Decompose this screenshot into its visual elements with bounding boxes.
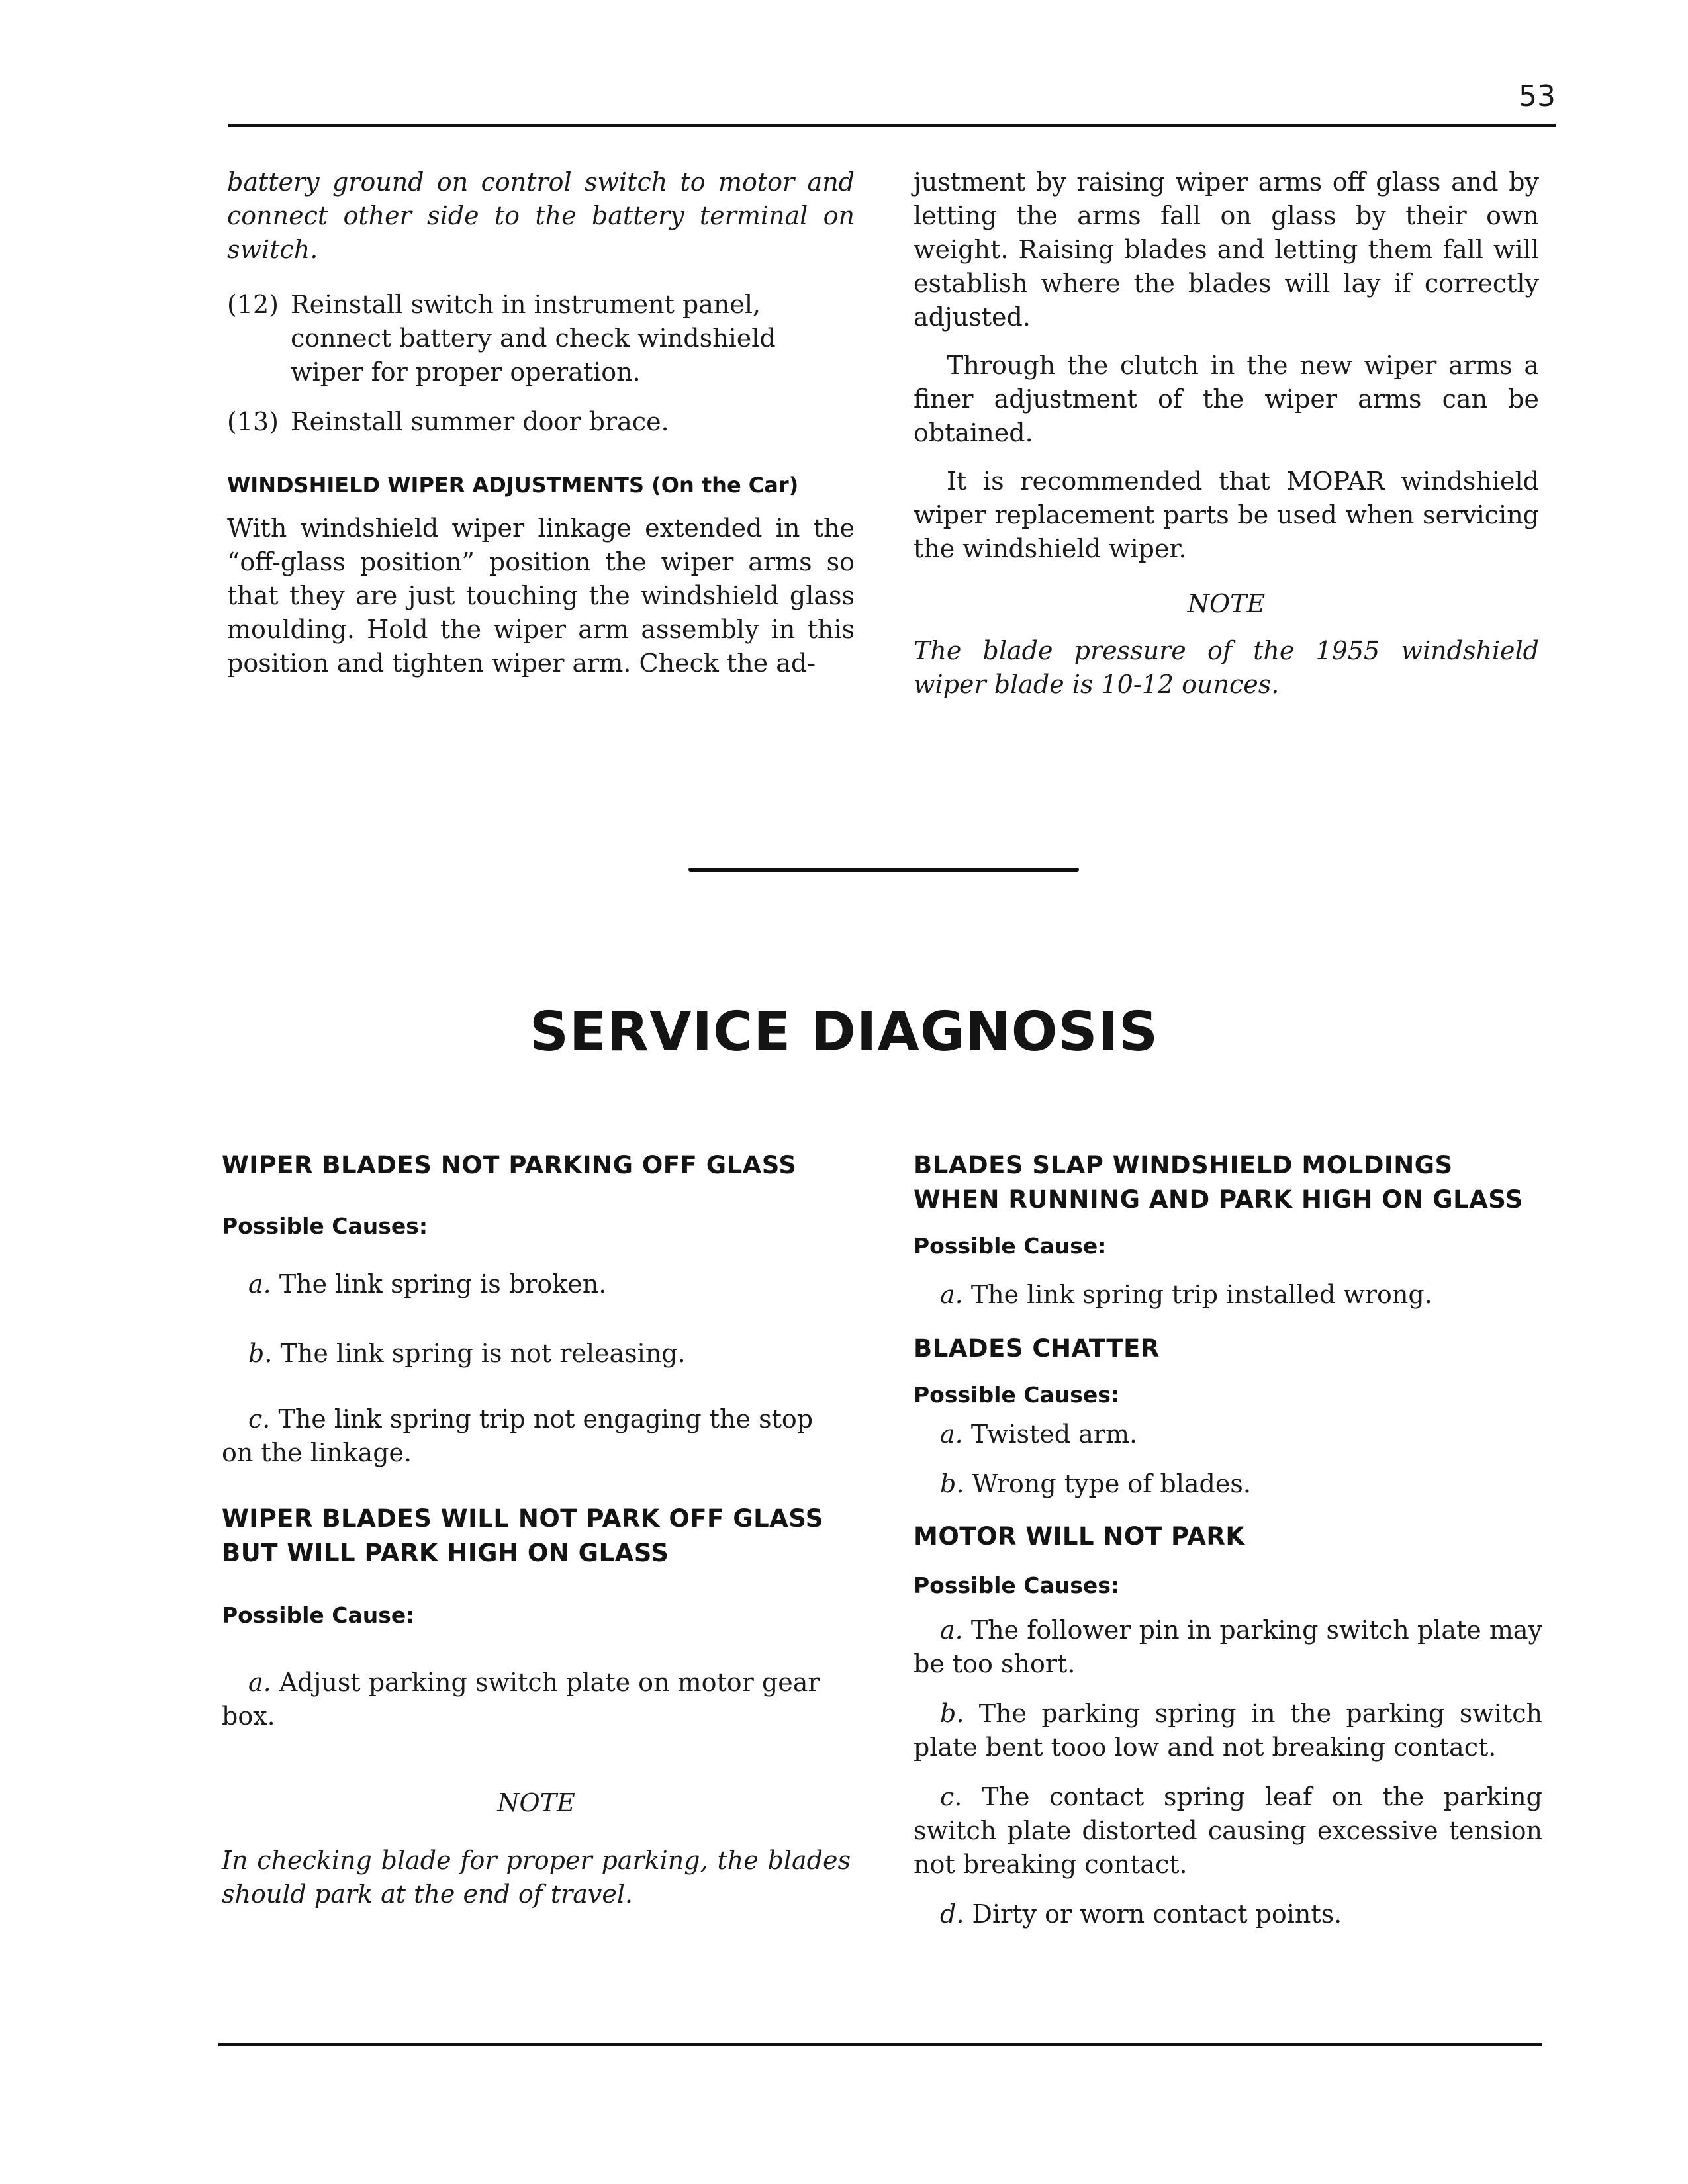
adjustments-heading: WINDSHIELD WIPER ADJUSTMENTS (On the Car) (227, 473, 799, 498)
top-right-column (914, 165, 1539, 702)
note-label: NOTE (497, 1788, 575, 1817)
cause-letter: d. (940, 1899, 964, 1929)
possible-causes-label: Possible Causes: (914, 1382, 1120, 1408)
cause-letter: b. (248, 1339, 273, 1368)
cause-item (914, 1278, 1542, 1312)
cause-item (914, 1467, 1542, 1501)
adjustment-paragraph-1: justment by raising wiper arms off glass and by letting the arms fall on glass by their own weight. Raising blades and letting them fall will establish where the blades will lay if correctly adjusted. (914, 167, 1539, 332)
cause-letter: c. (248, 1404, 271, 1433)
cause-letter: a. (940, 1280, 963, 1309)
note-text: The blade pressure of the 1955 windshield wiper blade is 10-12 ounces. (914, 636, 1539, 699)
cause-text: The link spring trip installed wrong. (970, 1280, 1432, 1309)
note-text: In checking blade for proper parking, the blades should park at the end of travel. (222, 1846, 851, 1909)
cause-letter: b. (940, 1699, 964, 1728)
page-number: 53 (1519, 79, 1556, 113)
top-rule (228, 124, 1556, 127)
diagnosis-right-column (914, 1148, 1542, 1931)
cause-text: The link spring is not releasing. (280, 1339, 686, 1368)
step-12 (227, 288, 855, 389)
section-separator (688, 868, 1079, 872)
cause-text: The link spring trip not engaging the stop on the linkage. (222, 1404, 814, 1467)
section-title: SERVICE DIAGNOSIS (529, 1001, 1159, 1064)
cause-text: The link spring is broken. (279, 1269, 607, 1298)
cause-item (222, 1402, 851, 1470)
diag-heading-motor: MOTOR WILL NOT PARK (914, 1522, 1245, 1551)
cause-letter: a. (940, 1615, 963, 1645)
step-12-text: Reinstall switch in instrument panel, connect battery and check windshield wiper for proper operation. (291, 290, 776, 387)
cause-letter: a. (940, 1420, 963, 1449)
diagnosis-left-column (222, 1148, 851, 1911)
diag-heading-not-parking: WIPER BLADES NOT PARKING OFF GLASS (222, 1151, 797, 1179)
step-13 (227, 405, 855, 439)
possible-causes-label: Possible Causes: (222, 1213, 428, 1239)
diag-heading-chatter: BLADES CHATTER (914, 1334, 1160, 1363)
continuation-text: battery ground on control switch to motor and connect other side to the battery terminal on switch. (227, 167, 855, 264)
bottom-rule (218, 2043, 1542, 2046)
top-left-column (227, 165, 855, 680)
note-label: NOTE (1187, 589, 1266, 618)
cause-letter: a. (248, 1269, 271, 1298)
cause-item (914, 1897, 1542, 1931)
cause-text: Twisted arm. (970, 1420, 1138, 1449)
cause-item (914, 1780, 1542, 1882)
adjustment-paragraph-2: Through the clutch in the new wiper arms a finer adjustment of the wiper arms can be obtained. (914, 351, 1539, 447)
cause-text: The contact spring leaf on the parking switch plate distorted causing excessive tension not breaking contact. (914, 1782, 1542, 1879)
cause-item (222, 1337, 851, 1371)
cause-text: Adjust parking switch plate on motor gear box. (222, 1668, 820, 1731)
cause-item (222, 1267, 851, 1301)
cause-letter: b. (940, 1469, 964, 1498)
diag-heading-blades-slap: BLADES SLAP WINDSHIELD MOLDINGS WHEN RUNNING AND PARK HIGH ON GLASS (914, 1151, 1523, 1214)
cause-text: The parking spring in the parking switch plate bent tooo low and not breaking contact. (914, 1699, 1542, 1762)
possible-cause-label: Possible Cause: (914, 1233, 1107, 1259)
step-12-number: (12) (227, 290, 279, 319)
cause-item (914, 1418, 1542, 1451)
cause-item (222, 1666, 851, 1733)
cause-letter: a. (248, 1668, 271, 1697)
possible-causes-label: Possible Causes: (914, 1572, 1120, 1598)
adjustment-paragraph-3: It is recommended that MOPAR windshield wiper replacement parts be used when servicing the windshield wiper. (914, 467, 1539, 563)
step-13-number: (13) (227, 407, 279, 436)
cause-item (914, 1614, 1542, 1681)
cause-text: Dirty or worn contact points. (972, 1899, 1342, 1929)
possible-cause-label: Possible Cause: (222, 1602, 415, 1628)
adjustments-paragraph: With windshield wiper linkage extended in the “off-glass position” position the wiper arms so that they are just touching the windshield glass moulding. Hold the wiper arm assembly in this position and tighten wiper arm. Check the ad- (227, 514, 855, 678)
cause-text: The follower pin in parking switch plate may be too short. (914, 1615, 1542, 1678)
cause-text: Wrong type of blades. (972, 1469, 1251, 1498)
cause-item (914, 1697, 1542, 1764)
step-13-text: Reinstall summer door brace. (291, 407, 669, 436)
cause-letter: c. (940, 1782, 962, 1811)
diag-heading-park-high: WIPER BLADES WILL NOT PARK OFF GLASS BUT WILL PARK HIGH ON GLASS (222, 1504, 823, 1567)
